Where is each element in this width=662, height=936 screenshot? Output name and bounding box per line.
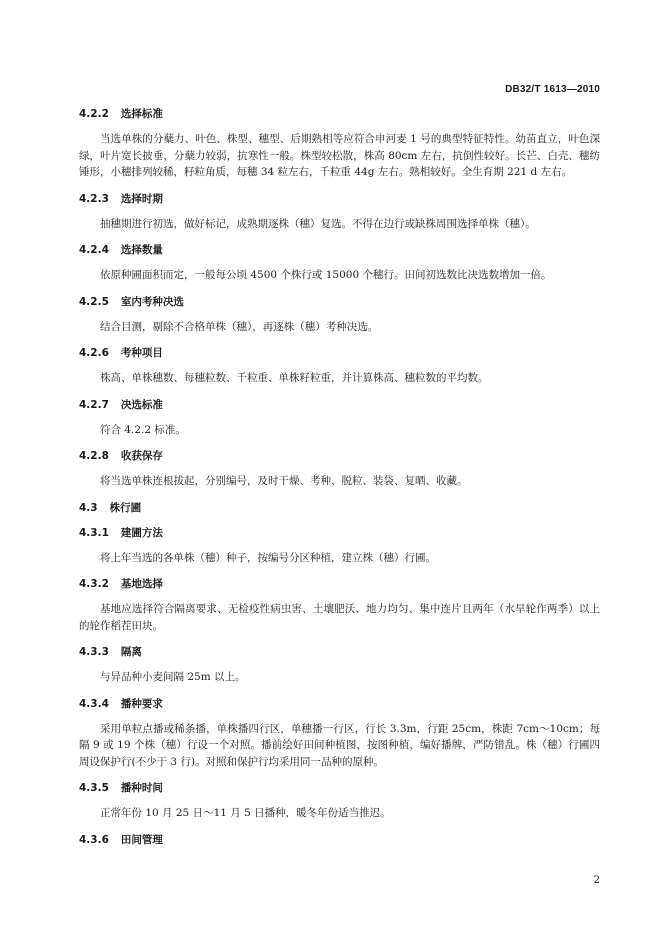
paragraph: 依原种圃面积而定，一般每公顷 4500 个株行或 15000 个穗行。田间初选数比决选数增加一倍。 <box>100 269 552 281</box>
section-number: 4.3 <box>79 501 98 514</box>
section-title: 选择标准 <box>120 108 163 120</box>
section-number: 4.3.4 <box>79 697 109 710</box>
section-heading <box>79 242 600 258</box>
section-title: 收获保存 <box>120 450 163 462</box>
section-title: 基地选择 <box>120 578 163 590</box>
section-number: 4.2.6 <box>79 347 109 359</box>
section-heading <box>79 576 600 592</box>
section-title: 选择时期 <box>120 192 163 205</box>
section-title: 建圃方法 <box>120 526 163 539</box>
section-heading <box>79 294 600 310</box>
paragraph: 符合 4.2.2 标准。 <box>100 423 186 436</box>
section-number: 4.3.2 <box>79 578 109 590</box>
section-title: 决选标准 <box>120 398 163 411</box>
section-number: 4.3.1 <box>79 526 109 539</box>
paragraph: 正常年份 10 月 25 日～11 月 5 日播种，暖冬年份适当推迟。 <box>100 807 391 819</box>
paragraph: 株高、单株穗数、每穗粒数、千粒重、单株籽粒重，并计算株高、穗粒数的平均数。 <box>100 372 489 384</box>
paragraph: 抽穗期进行初选，做好标记，成熟期逐株（穗）复选。不得在边行或缺株周围选择单株（穗）。 <box>100 217 536 230</box>
page-number: 2 <box>593 875 600 886</box>
document-body <box>79 106 600 857</box>
section-heading <box>79 696 600 712</box>
section-title: 室内考种决选 <box>120 295 184 308</box>
paragraph: 与异品种小麦间隔 25m 以上。 <box>100 671 246 683</box>
section-heading <box>79 106 600 122</box>
section-number: 4.2.2 <box>79 108 109 120</box>
section-title: 株行圃 <box>109 501 142 514</box>
paragraph: 基地应选择符合隔离要求、无检疫性病虫害、土壤肥沃、地力均匀、集中连片且两年（水旱轮作两季）以上的轮作稻茬田块。 <box>79 603 600 632</box>
section-title: 选择数量 <box>120 244 163 256</box>
section-number: 4.2.4 <box>79 244 109 256</box>
section-heading <box>79 500 600 516</box>
section-heading <box>79 780 600 796</box>
section-title: 考种项目 <box>120 347 163 359</box>
paragraph: 当选单株的分蘖力、叶色、株型、穗型、后期熟相等应符合申河麦 1 号的典型特征特性。幼苗直立，叶色深绿，叶片宽长披垂，分蘖力较弱，抗寒性一般。株型较松散，株高 80cm 左右，抗倒性较好。长芒、白壳、穗纺锤形，小穗排列较稀，籽粒角质，每穗 34 粒左右，千粒重 44g 左右。熟相较好。全生育期 221 d 左右。 <box>79 133 600 178</box>
paragraph: 结合目测，剔除不合格单株（穗），再逐株（穗）考种决选。 <box>100 320 379 333</box>
section-heading <box>79 191 600 207</box>
section-number: 4.2.7 <box>79 398 109 411</box>
paragraph: 采用单粒点播或稀条播，单株播四行区，单穗播一行区，行长 3.3m，行距 25cm，株距 7cm～10cm；每隔 9 或 19 个株（穗）行设一个对照。播前绘好田间种植图，按图种植，编好播牌，严防错乱。株（穗）行圃四周设保护行(不少于 3 行)。对照和保护行均采用同一品种的原种。 <box>79 722 600 768</box>
paragraph: 将当选单株连根拔起，分别编号，及时干燥、考种、脱粒、装袋、复晒、收藏。 <box>100 475 468 487</box>
section-title: 田间管理 <box>120 833 163 846</box>
section-number: 4.3.5 <box>79 782 109 794</box>
section-number: 4.3.3 <box>79 646 109 658</box>
section-title: 播种时间 <box>120 782 163 794</box>
section-heading <box>79 448 600 464</box>
section-heading <box>79 345 600 361</box>
section-title: 隔离 <box>120 646 142 658</box>
section-heading <box>79 397 600 413</box>
document-code: DB32/T 1613—2010 <box>505 84 600 95</box>
paragraph: 将上年当选的各单株（穗）种子，按编号分区种植，建立株（穗）行圃。 <box>100 551 436 564</box>
section-heading <box>79 832 600 848</box>
section-number: 4.2.8 <box>79 450 109 462</box>
section-number: 4.2.3 <box>79 192 109 205</box>
section-number: 4.3.6 <box>79 833 109 846</box>
section-heading <box>79 525 600 541</box>
section-number: 4.2.5 <box>79 295 109 308</box>
section-heading <box>79 644 600 660</box>
section-title: 播种要求 <box>120 697 163 710</box>
